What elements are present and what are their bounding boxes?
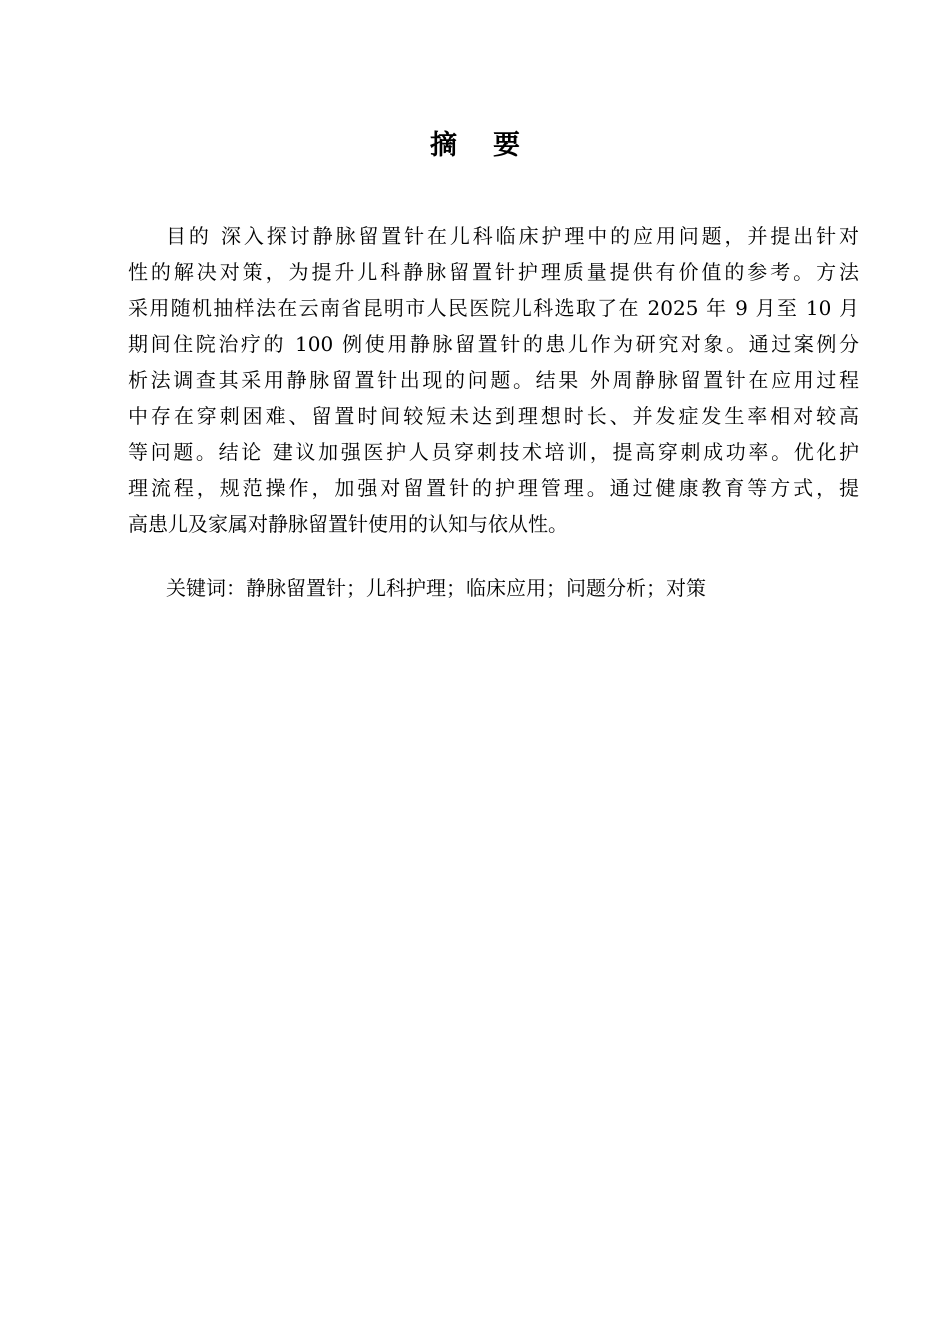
abstract-title-part2: 要 <box>493 130 520 161</box>
abstract-line: 性的解决对策，为提升儿科静脉留置针护理质量提供有价值的参考。方法 <box>128 260 859 284</box>
abstract-line: 目的 深入探讨静脉留置针在儿科临床护理中的应用问题，并提出针对 <box>166 224 859 248</box>
abstract-line: 采用随机抽样法在云南省昆明市人民医院儿科选取了在 2025 年 9 月至 10 月 <box>128 296 859 320</box>
abstract-line: 中存在穿刺困难、留置时间较短未达到理想时长、并发症发生率相对较高 <box>128 404 859 428</box>
keywords-text: 静脉留置针；儿科护理；临床应用；问题分析；对策 <box>246 576 706 600</box>
abstract-body <box>128 218 859 542</box>
abstract-line: 等问题。结论 建议加强医护人员穿刺技术培训，提高穿刺成功率。优化护 <box>128 440 859 464</box>
abstract-title <box>0 126 950 166</box>
abstract-line: 理流程，规范操作，加强对留置针的护理管理。通过健康教育等方式，提 <box>128 476 859 500</box>
abstract-line: 期间住院治疗的 100 例使用静脉留置针的患儿作为研究对象。通过案例分 <box>128 332 859 356</box>
abstract-line: 析法调查其采用静脉留置针出现的问题。结果 外周静脉留置针在应用过程 <box>128 368 859 392</box>
abstract-title-part1: 摘 <box>430 130 457 161</box>
keywords-label: 关键词： <box>166 576 246 600</box>
keywords-line <box>166 570 706 606</box>
abstract-line: 高患儿及家属对静脉留置针使用的认知与依从性。 <box>128 512 568 536</box>
